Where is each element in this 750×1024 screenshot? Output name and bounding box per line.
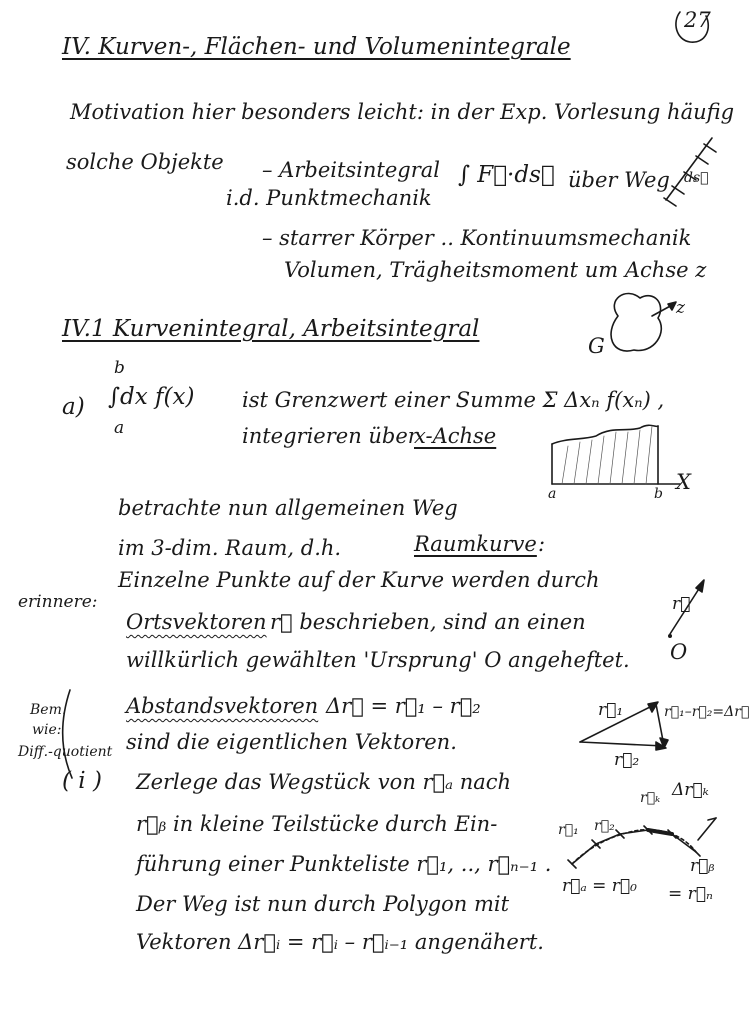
section-title: IV.1 Kurvenintegral, Arbeitsintegral	[62, 316, 480, 342]
region-g-label: G	[588, 334, 605, 358]
general-path-line-4: r⃗ beschrieben, sind an einen	[270, 610, 586, 634]
part-i-line-2: r⃗ᵦ in kleine Teilstücke durch Ein-	[136, 812, 498, 836]
example-work-integral: – Arbeitsintegral	[262, 158, 441, 182]
x-axis-term: x-Achse	[414, 424, 497, 448]
space-curve-term: Raumkurve	[414, 532, 537, 556]
integral-lower-limit: a	[114, 418, 125, 438]
integrate-over-text: integrieren über	[242, 424, 418, 448]
integral-upper-limit: b	[114, 358, 125, 378]
distance-vector-formula: Δr⃗ = r⃗₁ – r⃗₂	[326, 694, 481, 718]
motivation-line-1: Motivation hier besonders leicht: in der Exp. Vorlesung häufig	[70, 100, 735, 124]
region-g-sketch	[611, 293, 676, 351]
triangle-r2-label: r⃗₂	[614, 750, 640, 770]
general-path-line-1: betrachte nun allgemeinen Weg	[118, 496, 458, 520]
graph-a-label: a	[548, 486, 557, 502]
part-i-label: ( i )	[62, 768, 102, 794]
integral-expression: ∫dx f(x)	[108, 384, 195, 410]
z-axis-label: z	[676, 298, 685, 318]
position-vector-label: r⃗	[672, 594, 691, 614]
polygon-r1-label: r⃗₁	[558, 822, 579, 838]
example-path-text: über Weg	[568, 168, 670, 192]
example-rigid-body: – starrer Körper .. Kontinuumsmechanik	[262, 226, 692, 250]
part-i-line-4: Der Weg ist nun durch Polygon mit	[136, 892, 510, 916]
triangle-r1-label: r⃗₁	[598, 700, 624, 720]
part-i-line-3: führung einer Punkteliste r⃗₁, .., r⃗ₙ₋₁ .	[136, 852, 552, 876]
margin-remember: erinnere:	[18, 592, 98, 612]
part-i-line-5: Vektoren Δr⃗ᵢ = r⃗ᵢ – r⃗ᵢ₋₁ angenähert.	[136, 930, 544, 954]
polygon-start-label: r⃗ₐ = r⃗₀	[562, 876, 637, 896]
example-point-mechanics: i.d. Punktmechanik	[226, 186, 432, 210]
position-vectors-term: Ortsvektoren	[126, 610, 267, 634]
graph-b-label: b	[654, 486, 663, 502]
margin-box-line-1: Bem.	[30, 702, 67, 718]
motivation-line-2: solche Objekte	[66, 150, 224, 174]
polygon-rk-label: r⃗ₖ	[640, 790, 661, 806]
part-a-label: a)	[62, 394, 85, 420]
chapter-heading: IV. Kurven-, Flächen- und Volumenintegrale	[62, 34, 571, 60]
example-moment-of-inertia: Volumen, Trägheitsmoment um Achse z	[284, 258, 707, 282]
polygon-r2-label: r⃗₂	[594, 818, 615, 834]
general-path-line-3: Einzelne Punkte auf der Kurve werden durch	[118, 568, 600, 592]
area-under-curve-sketch	[552, 425, 680, 484]
margin-box-line-3: Diff.-quotient	[18, 744, 113, 760]
delta-rk-label: Δr⃗ₖ	[672, 780, 709, 800]
general-path-line-2: im 3-dim. Raum, d.h.	[118, 536, 342, 560]
general-path-line-5: willkürlich gewählten 'Ursprung' O angeheftet.	[126, 648, 630, 672]
triangle-diff-label: r⃗₁–r⃗₂=Δr⃗	[664, 704, 750, 720]
polygon-end-rn-label: = r⃗ₙ	[668, 884, 713, 904]
riemann-sum-text: ist Grenzwert einer Summe Σ Δxₙ f(xₙ) ,	[242, 388, 665, 412]
general-path-line-7: sind die eigentlichen Vektoren.	[126, 730, 457, 754]
margin-box-line-2: wie:	[32, 722, 62, 738]
part-i-line-1: Zerlege das Wegstück von r⃗ₐ nach	[136, 770, 512, 794]
work-integral-formula: ∫ F⃗·ds⃗	[458, 162, 555, 188]
origin-label: O	[670, 640, 688, 664]
distance-vectors-term: Abstandsvektoren	[126, 694, 319, 718]
ds-label: ds⃗	[684, 170, 709, 186]
vector-triangle-sketch	[580, 702, 668, 750]
page-number: 27	[684, 8, 711, 32]
graph-x-label: X	[676, 470, 691, 494]
space-curve-colon: :	[538, 532, 546, 556]
polygon-end-label: r⃗ᵦ	[690, 856, 715, 876]
